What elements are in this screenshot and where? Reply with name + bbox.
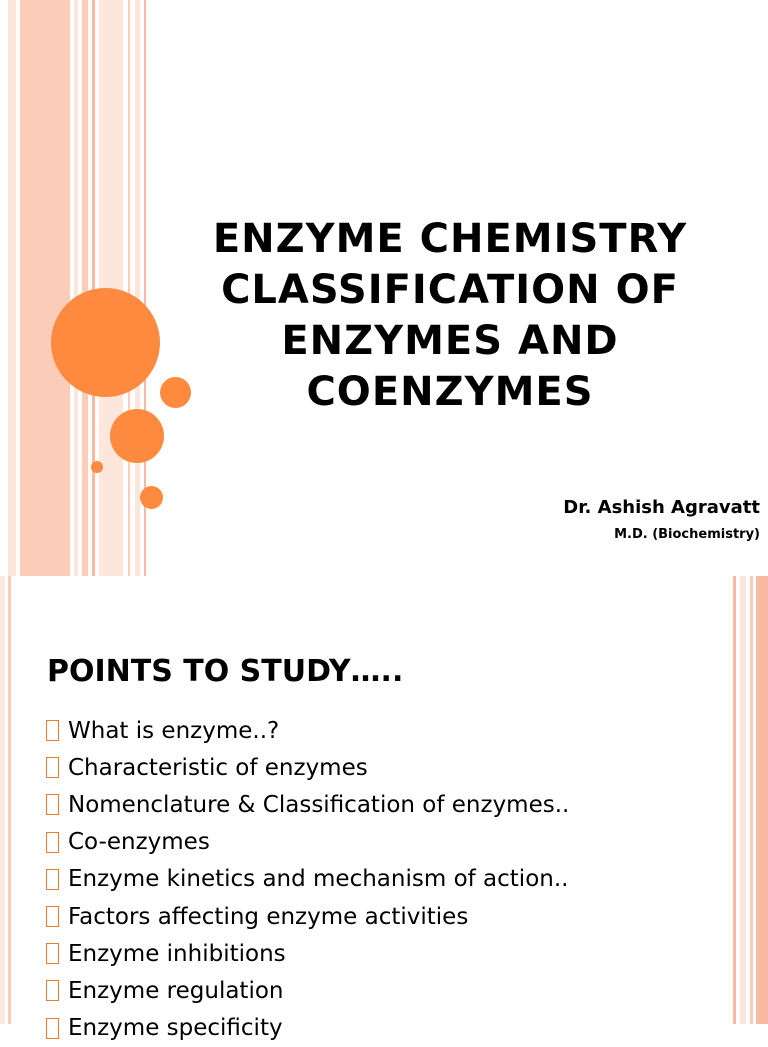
author-credential: M.D. (Biochemistry) (614, 527, 760, 542)
decor-stripe (756, 576, 768, 1024)
bullet-box-icon (46, 720, 59, 741)
point-text: What is enzyme..? (68, 717, 280, 744)
point-text: Enzyme regulation (68, 977, 284, 1004)
bullet-box-icon (46, 943, 59, 964)
title-line: ENZYMES AND (281, 318, 619, 364)
decor-stripe (74, 0, 78, 576)
list-item (46, 749, 569, 786)
list-item (46, 824, 569, 861)
list-item (46, 935, 569, 972)
decor-stripe (8, 576, 11, 1024)
title-line: CLASSIFICATION OF (221, 267, 679, 313)
decor-stripe (733, 576, 736, 1024)
bullet-box-icon (46, 794, 59, 815)
bullet-box-icon (46, 906, 59, 927)
decor-stripe (8, 0, 16, 576)
author-name: Dr. Ashish Agravatt (563, 497, 760, 518)
decor-circle-small (140, 486, 163, 509)
decor-stripe (20, 0, 70, 576)
point-text: Co-enzymes (68, 829, 210, 856)
title-line: ENZYME CHEMISTRY (212, 216, 688, 262)
list-item (46, 712, 569, 749)
points-list (46, 712, 569, 1047)
point-text: Enzyme inhibitions (68, 940, 286, 967)
decor-stripe (135, 0, 140, 576)
decor-stripe (750, 576, 753, 1024)
point-text: Enzyme specificity (68, 1015, 283, 1042)
decor-stripe (0, 576, 5, 1024)
bullet-box-icon (46, 980, 59, 1001)
title-line: COENZYMES (306, 369, 594, 415)
point-text: Factors affecting enzyme activities (68, 903, 469, 930)
list-item (46, 1010, 569, 1047)
bullet-box-icon (46, 869, 59, 890)
slide-title (150, 214, 750, 418)
points-heading: POINTS TO STUDY….. (47, 654, 404, 689)
decor-stripe (128, 0, 130, 576)
point-text: Enzyme kinetics and mechanism of action.. (68, 866, 569, 893)
decor-circle-tiny (91, 461, 103, 473)
point-text: Nomenclature & Classification of enzymes.. (68, 791, 570, 818)
bullet-box-icon (46, 757, 59, 778)
point-text: Characteristic of enzymes (68, 754, 368, 781)
decor-circle-large (51, 288, 160, 397)
list-item (46, 786, 569, 823)
list-item (46, 898, 569, 935)
bullet-box-icon (46, 1018, 59, 1039)
decor-stripe (82, 0, 88, 576)
list-item (46, 972, 569, 1009)
decor-stripe (740, 576, 746, 1024)
list-item (46, 861, 569, 898)
points-slide (0, 576, 768, 1042)
bullet-box-icon (46, 832, 59, 853)
